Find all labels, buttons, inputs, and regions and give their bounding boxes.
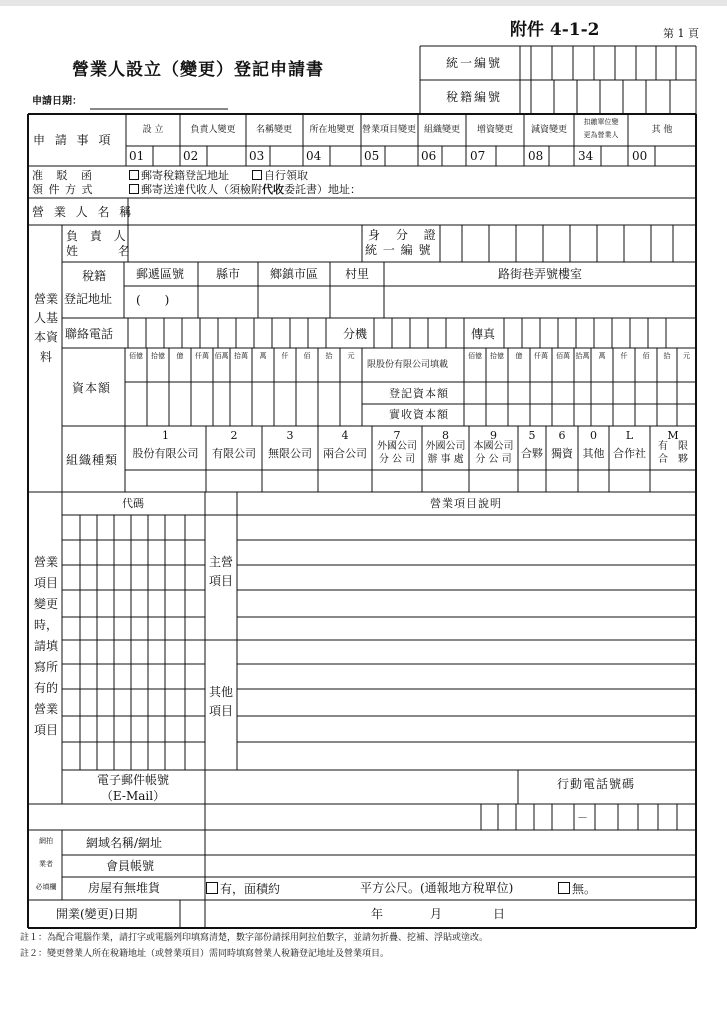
org-type-code-8: 6	[558, 429, 566, 442]
item-capital-decrease: 減資變更	[530, 125, 568, 135]
capital-left-unit-8: 佰	[303, 352, 311, 360]
option-self-pickup[interactable]	[252, 170, 308, 181]
basic-info-side-label: 營業人基本資料	[33, 292, 58, 364]
capital-right-unit-7: 仟	[620, 352, 628, 360]
town-label: 鄉鎮市區	[269, 267, 319, 281]
day-label: 日	[493, 907, 506, 921]
attachment-label: 附件 4-1-2	[510, 20, 600, 40]
item-name-change: 名稱變更	[255, 125, 293, 135]
org-type-name-5-line2: 辦 事 處	[427, 454, 464, 465]
option-mail-agent-text-end: 委託書）地址：	[284, 183, 361, 196]
org-type-name-11-line1: 有 限	[658, 441, 688, 452]
business-name-label: 營 業 人 名 稱	[32, 205, 135, 219]
email-label-sub: （E-Mail）	[100, 789, 166, 803]
owner-label-line1: 負 責 人	[66, 229, 130, 243]
org-type-code-6: 9	[490, 429, 497, 442]
housing-yes-option[interactable]	[206, 882, 280, 895]
postal-code-paren: ( )	[136, 293, 170, 307]
phone-label: 聯絡電話	[65, 327, 114, 341]
org-type-name-6-line1: 本國公司	[473, 441, 514, 452]
org-type-name-7: 合夥	[521, 447, 543, 460]
capital-left-unit-9: 拾	[325, 352, 333, 360]
address-label-line1: 稅籍	[81, 269, 107, 283]
code-08: 08	[528, 149, 544, 163]
org-type-name-10: 合作社	[613, 447, 646, 460]
org-type-code-10: L	[625, 429, 634, 442]
item-business-change: 營業項目變更	[361, 125, 417, 135]
housing-yes-text: 有，面積約	[220, 882, 281, 896]
housing-label: 房屋有無堆貨	[88, 881, 161, 895]
email-label: 電子郵件帳號	[96, 773, 170, 787]
page-number: 第 1 頁	[663, 27, 699, 40]
capital-label: 資本額	[72, 381, 112, 395]
form-title: 營業人設立（變更）登記申請書	[72, 60, 324, 80]
capital-right-unit-5: 拾萬	[575, 352, 590, 360]
code-04: 04	[306, 149, 322, 163]
ltd-only-note: 限股份有限公司填載	[367, 360, 449, 370]
capital-left-unit-6: 萬	[259, 352, 267, 360]
id-label-line2: 統 一 編 號	[365, 243, 432, 257]
capital-right-unit-8: 佰	[642, 352, 650, 360]
org-type-name-3: 兩合公司	[323, 447, 367, 460]
capital-left-unit-2: 億	[176, 352, 184, 360]
unified-number-label: 統一編號	[446, 56, 503, 70]
other-items-label: 其他項目	[208, 685, 233, 719]
paid-capital-label: 實收資本額	[389, 408, 449, 421]
code-05: 05	[364, 149, 380, 163]
domain-label: 網域名稱/網址	[86, 836, 163, 850]
capital-right-unit-3: 仟萬	[534, 352, 548, 360]
capital-right-unit-6: 萬	[598, 352, 606, 360]
checkbox-housing-yes[interactable]	[206, 882, 218, 894]
street-label: 路街巷弄號樓室	[497, 267, 583, 281]
checkbox-mail-tax-address[interactable]	[129, 170, 139, 180]
capital-left-unit-5: 拾萬	[234, 352, 248, 360]
housing-no-option[interactable]	[558, 882, 596, 895]
id-label-line1: 身 分 證	[368, 228, 442, 242]
year-label: 年	[371, 907, 384, 921]
option-mail-tax-address[interactable]	[129, 170, 229, 181]
item-capital-increase: 增資變更	[476, 125, 514, 135]
org-type-name-4-line2: 分 公 司	[378, 454, 416, 465]
capital-left-unit-10: 元	[347, 352, 355, 360]
capital-left-unit-1: 拾億	[151, 352, 165, 360]
housing-unit-text: 平方公尺。(通報地方稅單位)	[360, 881, 514, 895]
item-location-change: 所在地變更	[309, 125, 355, 135]
pickup-method-label: 領 件 方 式	[32, 183, 94, 196]
business-items-side-label: 營業項目變更時，請填寫所有的營業項目	[33, 555, 58, 737]
capital-left-unit-7: 仟	[281, 352, 289, 360]
item-withholding-change-line1: 扣繳單位變	[583, 118, 619, 126]
capital-right-unit-1: 拾億	[490, 352, 504, 360]
org-type-name-0: 股份有限公司	[132, 447, 199, 460]
option-mail-agent-bold: 代收	[262, 183, 284, 196]
housing-no-text: 無。	[572, 882, 597, 896]
tax-number-label: 稅籍編號	[446, 90, 503, 104]
capital-right-unit-4: 佰萬	[556, 352, 570, 360]
capital-right-unit-2: 億	[515, 352, 523, 360]
note-2: 註２：變更營業人所在稅籍地址（或營業項目）需同時填寫營業人稅籍登記地址及營業項目。	[20, 949, 390, 959]
member-account-label: 會員帳號	[106, 859, 155, 873]
code-03: 03	[249, 149, 265, 163]
code-header: 代碼	[122, 497, 144, 510]
capital-left-unit-3: 仟萬	[195, 352, 209, 360]
capital-left-unit-4: 佰萬	[214, 352, 229, 360]
org-type-code-1: 2	[230, 429, 238, 442]
open-date-label: 開業(變更)日期	[56, 907, 138, 921]
checkbox-mail-agent[interactable]	[129, 184, 139, 194]
apply-date-label: 申請日期：	[32, 96, 82, 107]
mobile-dash: －	[577, 811, 588, 824]
org-type-name-9: 其他	[582, 447, 605, 460]
online-side-label-1: 網拍	[39, 837, 53, 845]
org-type-code-2: 3	[286, 429, 294, 442]
org-type-code-5: 8	[442, 429, 449, 442]
code-02: 02	[183, 149, 199, 163]
org-type-name-1: 有限公司	[212, 447, 256, 460]
capital-right-unit-10: 元	[683, 352, 690, 360]
org-type-code-7: 5	[528, 429, 536, 442]
online-side-label-2: 業者	[39, 860, 53, 868]
item-withholding-change-line2: 更為營業人	[583, 131, 619, 139]
code-07: 07	[470, 149, 486, 163]
org-type-code-3: 4	[341, 429, 349, 442]
capital-right-unit-0: 佰億	[468, 352, 482, 360]
org-type-code-0: 1	[162, 429, 169, 442]
month-label: 月	[430, 907, 443, 921]
checkbox-housing-no[interactable]	[558, 882, 570, 894]
org-type-name-4-line1: 外國公司	[377, 441, 417, 452]
org-type-code-11: M	[667, 429, 679, 442]
mobile-label: 行動電話號碼	[557, 777, 636, 791]
capital-right-unit-9: 拾	[663, 352, 671, 360]
org-type-code-9: 0	[590, 429, 597, 442]
fax-label: 傳真	[471, 327, 496, 341]
code-00: 00	[632, 149, 648, 163]
postal-code-label: 郵遞區號	[135, 267, 185, 281]
address-label-line2: 登記地址	[64, 292, 113, 306]
option-mail-agent[interactable]	[129, 184, 361, 195]
option-self-pickup-text: 自行領取	[264, 169, 308, 182]
capital-left-unit-0: 佰億	[129, 352, 143, 360]
checkbox-self-pickup[interactable]	[252, 170, 262, 180]
online-side-label-3: 必填欄	[35, 883, 57, 891]
option-mail-agent-text: 郵寄送達代收人（須檢附	[141, 183, 262, 196]
org-type-name-6-line2: 分 公 司	[475, 454, 512, 465]
code-06: 06	[421, 149, 437, 163]
org-type-label: 組織種類	[66, 453, 119, 467]
registered-capital-label: 登記資本額	[389, 387, 449, 400]
main-items-label: 主營項目	[208, 555, 233, 589]
note-1: 註１：為配合電腦作業，請打字或電腦列印填寫清楚，數字部份請採用阿拉伯數字，並請勿折疊、挖補、浮貼或塗改。	[20, 933, 489, 943]
approval-letter-label: 准 駁 函	[32, 169, 97, 182]
org-type-name-11-line2: 合 夥	[658, 454, 688, 465]
org-type-name-2: 無限公司	[268, 447, 312, 460]
owner-label-line2: 姓 名	[66, 244, 148, 258]
item-org-change: 組織變更	[423, 125, 461, 135]
item-other: 其 他	[651, 125, 673, 135]
org-type-name-8: 獨資	[551, 447, 573, 460]
extension-label: 分機	[343, 327, 368, 341]
code-34: 34	[578, 149, 594, 163]
org-type-name-5-line1: 外國公司	[425, 441, 466, 452]
item-setup: 設 立	[142, 125, 164, 135]
code-01: 01	[129, 149, 145, 163]
item-owner-change: 負責人變更	[190, 125, 236, 135]
org-type-code-4: 7	[393, 429, 401, 442]
option-mail-tax-address-text: 郵寄稅籍登記地址	[141, 169, 229, 182]
description-header: 營業項目說明	[430, 497, 502, 510]
application-items-label: 申 請 事 項	[33, 133, 114, 147]
county-label: 縣市	[215, 267, 241, 281]
village-label: 村里	[344, 267, 370, 281]
